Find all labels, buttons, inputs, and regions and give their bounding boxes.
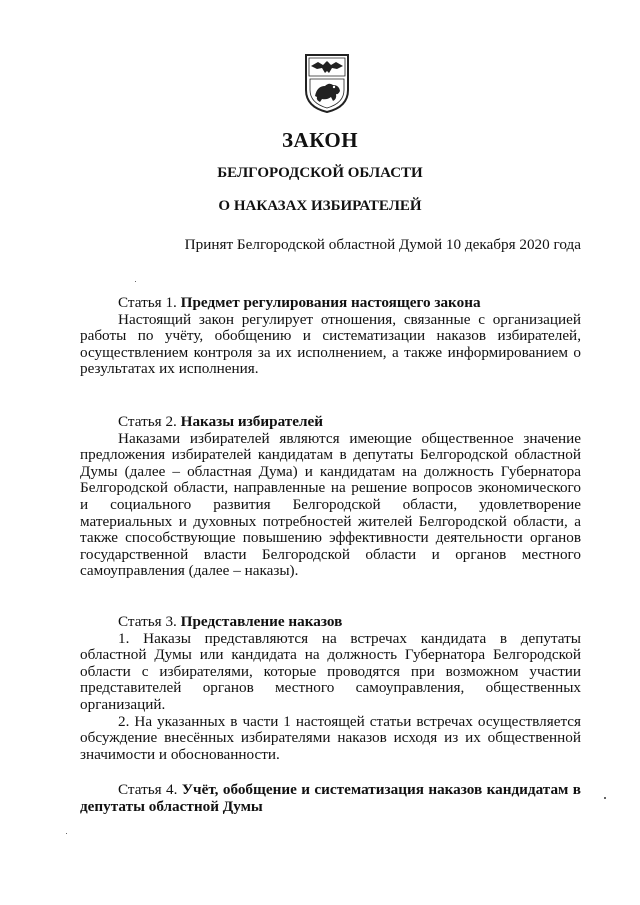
article-label: Статья 3. [118,613,177,630]
article-heading [80,781,581,815]
article-label: Статья 1. [118,294,177,311]
document-title: ЗАКОН [281,128,359,152]
article-heading [80,295,581,312]
article-1 [80,295,581,378]
article-heading [80,414,581,431]
document-region: БЕЛГОРОДСКОЙ ОБЛАСТИ [217,165,423,181]
adoption-note: Принят Белгородской областной Думой 10 декабря 2020 года [184,236,581,253]
article-paragraph: 2. На указанных в части 1 настоящей статьи встречах осуществляется обсуждение внесённых избирателями наказов исходя из их общественной значимости и обоснованности. [80,712,581,763]
scan-speck [604,797,606,799]
article-paragraph: Наказами избирателей являются имеющие общественное значение предложения избирателей кандидатам в депутаты Белгородской областной Думы (далее – областная Дума) и кандидатам на должность Губернатора Белгородской области, направленные на решение вопросов экономического и социального развития Белгородской области, удовлетворение материальных и духовных потребностей жителей Белгородской области, а также способствующие повышению эффективности деятельности органов государственной власти Белгородской области и органов местного самоуправления (далее – наказы). [80,429,581,580]
article-title: Представление наказов [180,613,343,630]
article-heading [80,614,581,631]
scan-speck [66,833,67,834]
article-label: Статья 2. [118,413,177,430]
article-2 [80,414,581,580]
coat-of-arms-icon [303,52,351,114]
article-3 [80,614,581,763]
article-title: Предмет регулирования настоящего закона [180,294,481,311]
article-title: Учёт, обобщение и систематизация наказов кандидатам в депутаты областной Думы [80,781,582,815]
article-paragraph: Настоящий закон регулирует отношения, связанные с организацией работы по учёту, обобщению и систематизации наказов избирателей, осуществлением контроля за их исполнением, а также информированием о результатах их исполнения. [80,310,581,378]
document-subject: О НАКАЗАХ ИЗБИРАТЕЛЕЙ [218,198,422,214]
article-title: Наказы избирателей [180,413,323,430]
article-label: Статья 4. [118,781,178,798]
article-paragraph: 1. Наказы представляются на встречах кандидата в депутаты областной Думы или кандидата на должность Губернатора Белгородской области с избирателями, которые проводятся при возможном участии представителей органов местного самоуправления, общественных организаций. [80,629,581,713]
scan-speck [135,281,136,282]
article-4 [80,781,581,815]
